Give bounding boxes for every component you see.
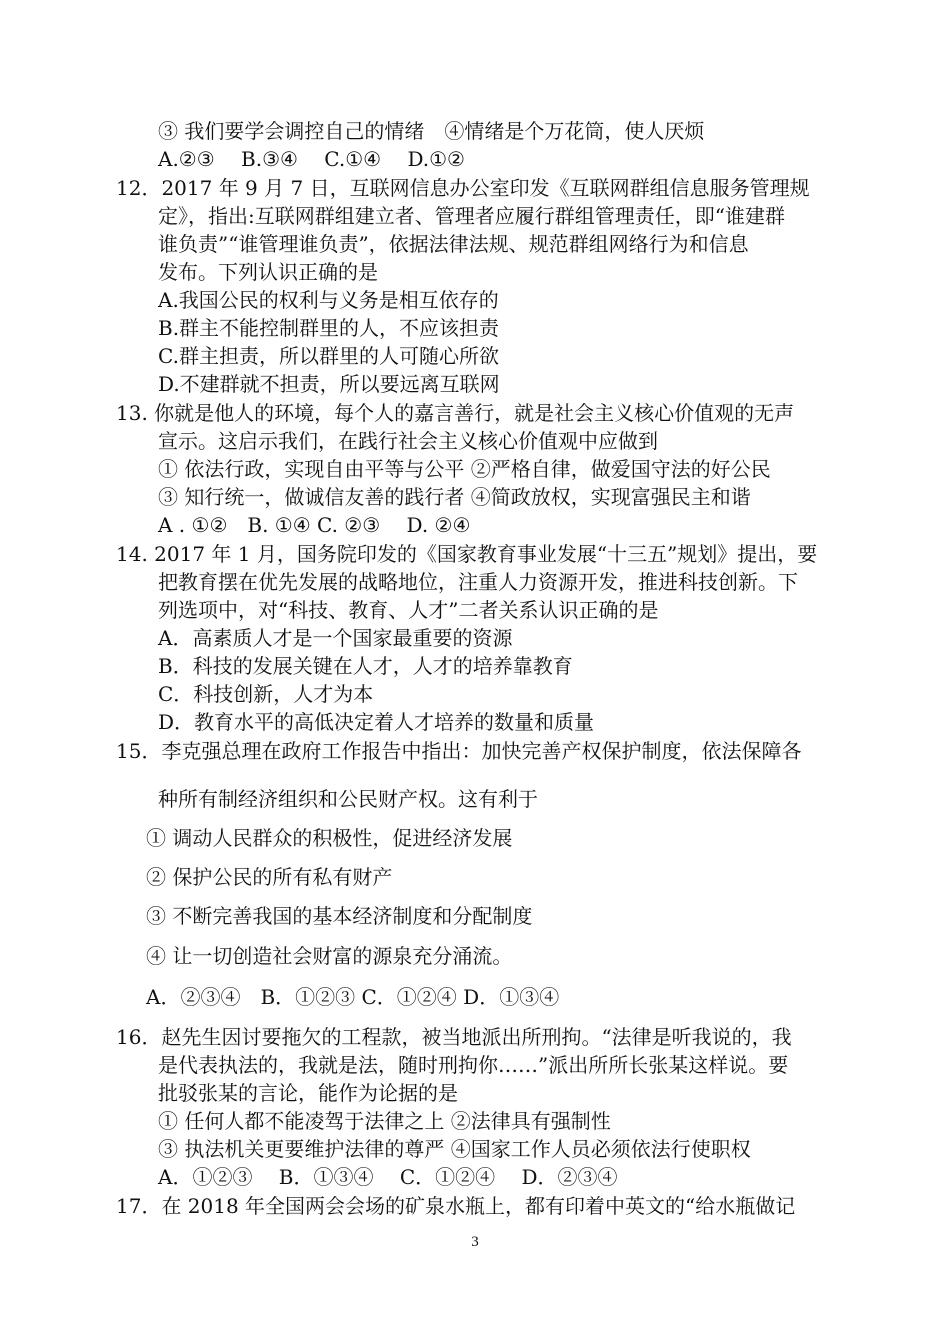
text-line: ④ 让一切创造社会财富的源泉充分涌流。 [146, 944, 513, 968]
text-line: ① 任何人都不能凌驾于法律之上 ②法律具有强制性 [158, 1109, 611, 1133]
text-line: 16．赵先生因讨要拖欠的工程款，被当地派出所刑拘。“法律是听我说的，我 [116, 1025, 792, 1049]
text-line: B．科技的发展关键在人才，人才的培养靠教育 [158, 654, 573, 678]
text-line: A . ①② B. ①④ C. ②③ D. ②④ [158, 513, 471, 537]
text-line: B.群主不能控制群里的人，不应该担责 [158, 316, 500, 340]
text-line: 批驳张某的言论，能作为论据的是 [158, 1081, 458, 1105]
text-line: C．科技创新，人才为本 [158, 682, 374, 706]
text-line: ③ 我们要学会调控自己的情绪 ④情绪是个万花筒，使人厌烦 [158, 119, 705, 143]
text-line: A.②③ B.③④ C.①④ D.①② [158, 147, 465, 171]
text-line: A．②③④ B．①②③ C．①②④ D．①③④ [146, 985, 560, 1009]
text-line: 宣示。这启示我们，在践行社会主义核心价值观中应做到 [158, 429, 658, 453]
text-line: C.群主担责，所以群里的人可随心所欲 [158, 344, 499, 368]
text-line: ② 保护公民的所有私有财产 [146, 865, 393, 889]
text-line: D．教育水平的高低决定着人才培养的数量和质量 [158, 710, 595, 734]
text-line: ① 依法行政，实现自由平等与公平 ②严格自律，做爱国守法的好公民 [158, 457, 771, 481]
text-line: ① 调动人民群众的积极性，促进经济发展 [146, 826, 513, 850]
text-line: A.我国公民的权利与义务是相互依存的 [158, 288, 499, 312]
text-line: 把教育摆在优先发展的战略地位，注重人力资源开发，推进科技创新。下 [158, 570, 798, 594]
text-line: 是代表执法的，我就是法，随时刑拘你……”派出所所长张某这样说。要 [158, 1053, 789, 1077]
text-line: 谁负责”“谁管理谁负责”，依据法律法规、规范群组网络行为和信息 [158, 232, 749, 256]
text-line: ③ 不断完善我国的基本经济制度和分配制度 [146, 904, 533, 928]
text-line: 17．在 2018 年全国两会会场的矿泉水瓶上，都有印着中英文的“给水瓶做记 [116, 1194, 796, 1218]
page-number: 3 [471, 1234, 479, 1250]
text-line: ③ 知行统一，做诚信友善的践行者 ④简政放权，实现富强民主和谐 [158, 485, 751, 509]
text-line: 12．2017 年 9 月 7 日，互联网信息办公室印发《互联网群组信息服务管理规 [116, 176, 810, 200]
text-line: 定》，指出:互联网群组建立者、管理者应履行群组管理责任，即“谁建群 [158, 204, 785, 228]
text-line: 14. 2017 年 1 月，国务院印发的《国家教育事业发展“十三五”规划》提出，要 [116, 542, 818, 566]
text-line: 列选项中，对“科技、教育、人才”二者关系认识正确的是 [158, 598, 659, 622]
text-line: 15．李克强总理在政府工作报告中指出：加快完善产权保护制度，依法保障各 [116, 739, 802, 763]
text-line: A．高素质人才是一个国家最重要的资源 [158, 626, 513, 650]
text-line: D.不建群就不担责，所以要远离互联网 [158, 372, 500, 396]
text-line: 13. 你就是他人的环境，每个人的嘉言善行，就是社会主义核心价值观的无声 [116, 401, 795, 425]
text-line: 发布。下列认识正确的是 [158, 260, 378, 284]
text-line: ③ 执法机关更要维护法律的尊严 ④国家工作人员必须依法行使职权 [158, 1137, 751, 1161]
text-line: A．①②③ B．①③④ C．①②④ D．②③④ [158, 1165, 618, 1189]
text-line: 种所有制经济组织和公民财产权。这有利于 [158, 787, 538, 811]
